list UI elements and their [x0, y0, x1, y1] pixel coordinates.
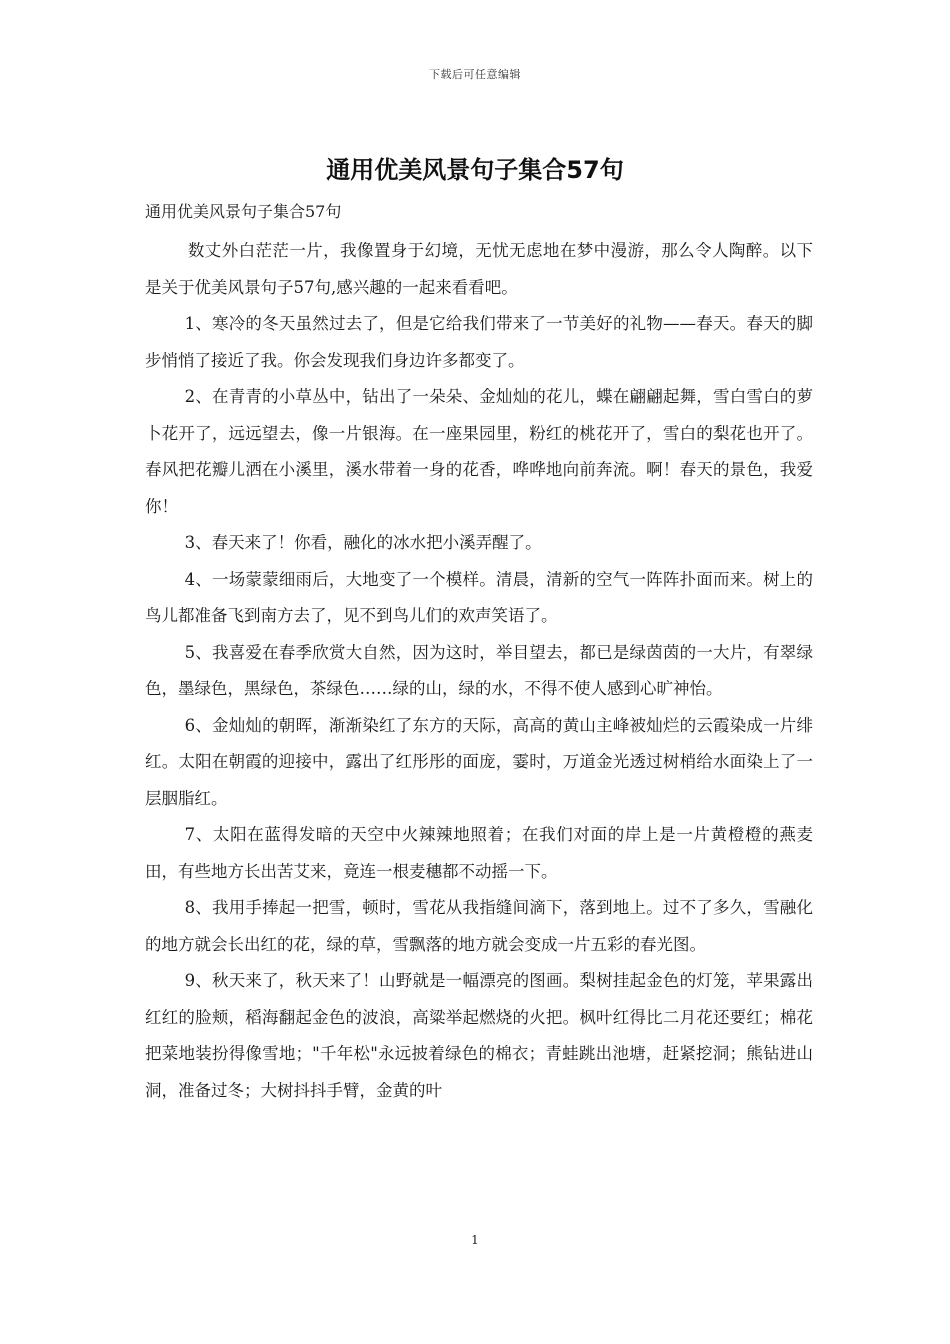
- paragraph-7: 7、太阳在蓝得发暗的天空中火辣辣地照着；在我们对面的岸上是一片黄橙橙的燕麦田，有些地方长出苦艾来，竟连一根麦穗都不动摇一下。: [145, 825, 813, 881]
- paragraph-8: 8、我用手捧起一把雪，顿时，雪花从我指缝间滴下，落到地上。过不了多久，雪融化的地方就会长出红的花，绿的草，雪飘落的地方就会变成一片五彩的春光图。: [145, 898, 813, 954]
- paragraph-4: 4、一场蒙蒙细雨后，大地变了一个模样。清晨，清新的空气一阵阵扑面而来。树上的鸟儿都准备飞到南方去了，见不到鸟儿们的欢声笑语了。: [145, 569, 813, 625]
- document-subtitle: 通用优美风景句子集合57句: [145, 202, 342, 221]
- paragraph-9: 9、秋天来了，秋天来了！山野就是一幅漂亮的图画。梨树挂起金色的灯笼，苹果露出红红的脸颊，稻海翻起金色的波浪，高粱举起燃烧的火把。枫叶红得比二月花还要红；棉花把菜地装扮得像雪地；"千年松"永远披着绿色的棉衣；青蛙跳出池塘，赶紧挖洞；熊钻进山洞，准备过冬；大树抖抖手臂，金黄的叶: [145, 971, 813, 1100]
- paragraph-3: 3、春天来了！你看，融化的冰水把小溪弄醒了。: [184, 533, 542, 552]
- document-body: [145, 233, 813, 1109]
- paragraph-1: 1、寒冷的冬天虽然过去了，但是它给我们带来了一节美好的礼物——春天。春天的脚步悄悄了接近了我。你会发现我们身边许多都变了。: [145, 314, 813, 370]
- header-note: 下载后可任意编辑: [429, 68, 521, 81]
- document-title: 通用优美风景句子集合57句: [326, 156, 624, 184]
- paragraph-intro: 数丈外白茫茫一片，我像置身于幻境，无忧无虑地在梦中漫游，那么令人陶醉。以下是关于优美风景句子57句,感兴趣的一起来看看吧。: [145, 241, 813, 297]
- page-number: 1: [471, 1233, 479, 1247]
- paragraph-5: 5、我喜爱在春季欣赏大自然，因为这时，举目望去，都已是绿茵茵的一大片，有翠绿色，墨绿色，黑绿色，茶绿色……绿的山，绿的水，不得不使人感到心旷神怡。: [145, 642, 813, 698]
- paragraph-6: 6、金灿灿的朝晖，渐渐染红了东方的天际，高高的黄山主峰被灿烂的云霞染成一片绯红。太阳在朝霞的迎接中，露出了红彤彤的面庞，霎时，万道金光透过树梢给水面染上了一层胭脂红。: [145, 715, 813, 808]
- paragraph-2: 2、在青青的小草丛中，钻出了一朵朵、金灿灿的花儿，蝶在翩翩起舞，雪白雪白的萝卜花开了，远远望去，像一片银海。在一座果园里，粉红的桃花开了，雪白的梨花也开了。春风把花瓣儿洒在小溪里，溪水带着一身的花香，哗哗地向前奔流。啊！春天的景色，我爱你！: [145, 387, 813, 516]
